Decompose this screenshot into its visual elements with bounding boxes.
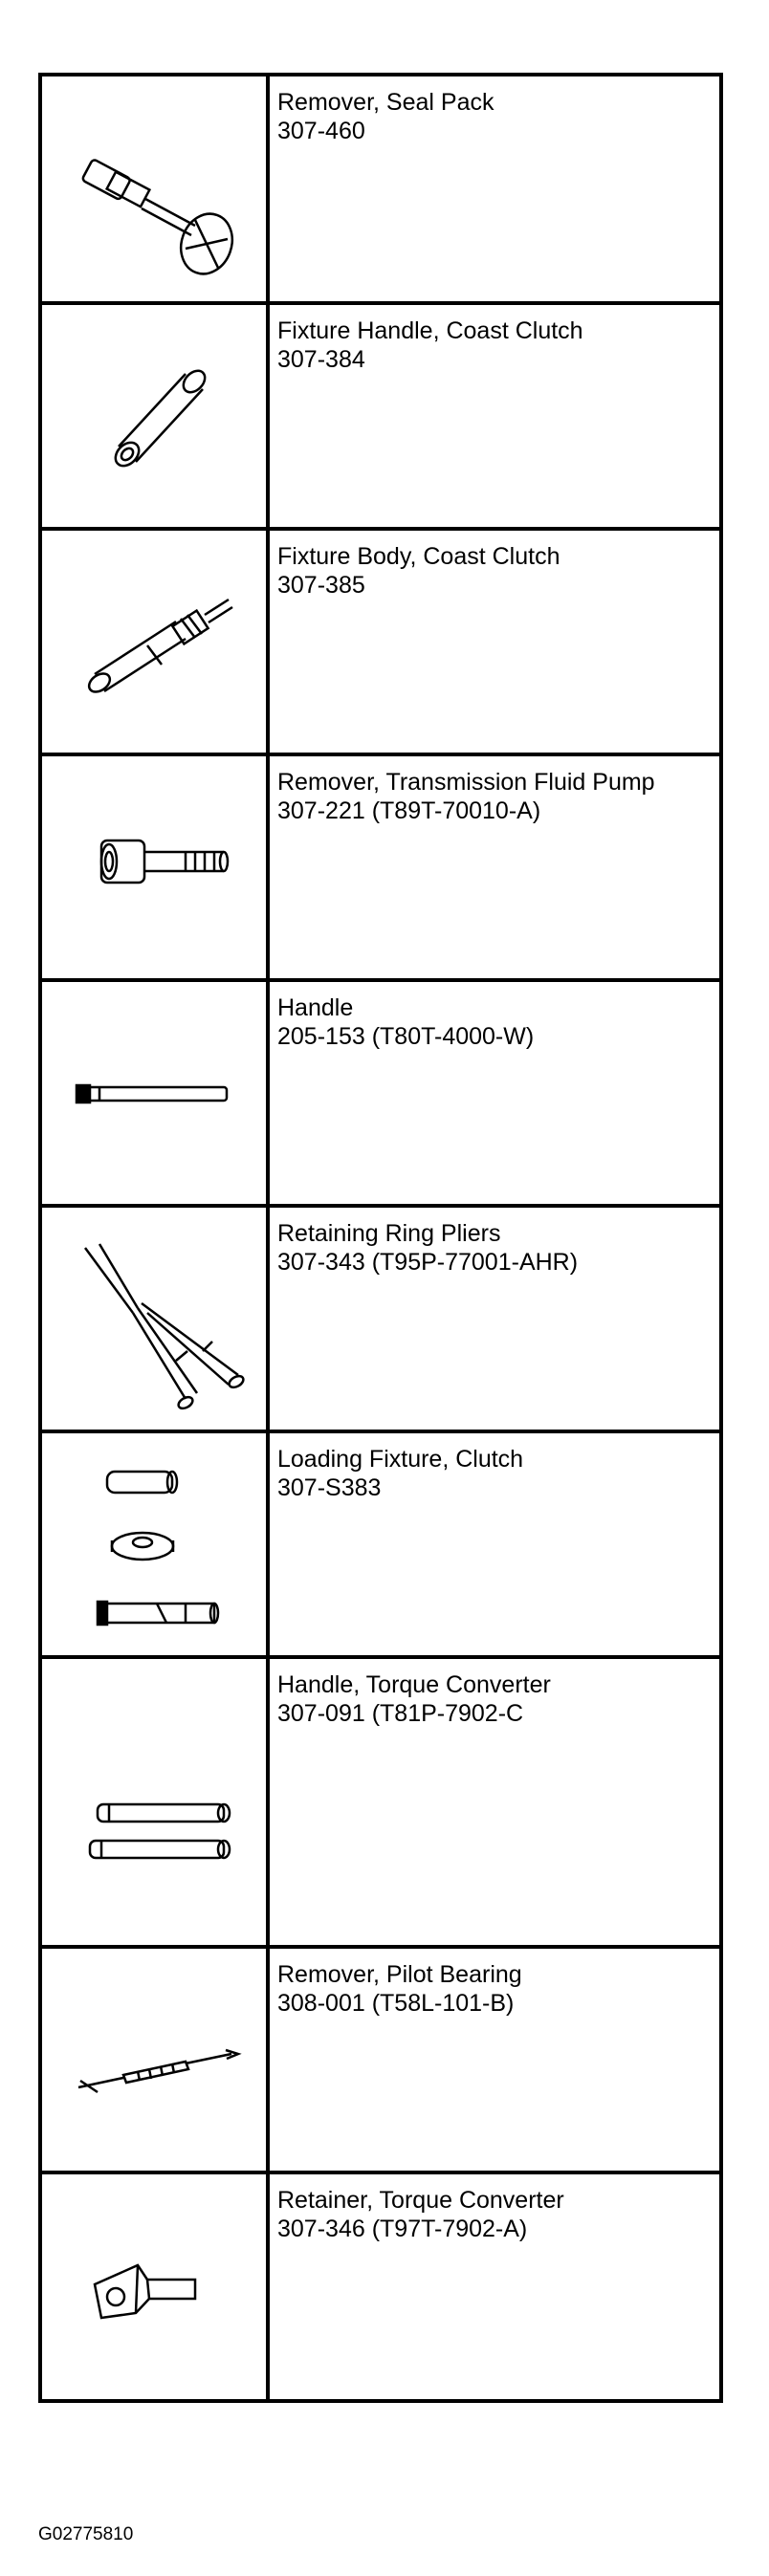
tool-number: 308-001 (T58L-101-B) — [277, 1990, 515, 2017]
table-row — [40, 2172, 721, 2401]
table-row — [40, 75, 721, 303]
table-row — [40, 1947, 721, 2172]
tool-name: Handle — [277, 994, 354, 1021]
table-row — [40, 1206, 721, 1431]
torque-converter-handle-icon — [42, 1659, 266, 1945]
tool-number: 307-091 (T81P-7902-C — [277, 1700, 524, 1727]
table-row — [40, 303, 721, 529]
tool-name: Fixture Handle, Coast Clutch — [277, 317, 583, 344]
table-row — [40, 1431, 721, 1657]
fixture-body-icon — [42, 531, 266, 753]
tool-number: 307-221 (T89T-70010-A) — [277, 797, 541, 824]
seal-pack-remover-icon — [42, 76, 266, 301]
tool-number: 307-384 — [277, 346, 365, 373]
figure-code: G02775810 — [38, 2524, 134, 2544]
special-tools-table — [38, 73, 723, 2403]
tool-number: 307-346 (T97T-7902-A) — [277, 2216, 528, 2242]
tool-number: 205-153 (T80T-4000-W) — [277, 1023, 535, 1050]
pliers-icon — [42, 1208, 266, 1430]
table-row — [40, 529, 721, 754]
table-row — [40, 1657, 721, 1947]
table-row — [40, 980, 721, 1206]
tool-name: Fixture Body, Coast Clutch — [277, 543, 560, 570]
torque-converter-retainer-icon — [42, 2174, 266, 2399]
tool-name: Handle, Torque Converter — [277, 1671, 551, 1698]
pump-remover-icon — [42, 756, 266, 978]
fixture-handle-icon — [42, 305, 266, 527]
tool-name: Remover, Seal Pack — [277, 89, 494, 116]
tool-name: Loading Fixture, Clutch — [277, 1446, 524, 1473]
handle-icon — [42, 982, 266, 1204]
table-row — [40, 754, 721, 980]
loading-fixture-icon — [42, 1433, 266, 1655]
tool-number: 307-385 — [277, 572, 365, 599]
tool-name: Remover, Transmission Fluid Pump — [277, 769, 655, 796]
pilot-bearing-remover-icon — [42, 1949, 266, 2171]
tool-name: Retainer, Torque Converter — [277, 2187, 564, 2214]
tool-name: Retaining Ring Pliers — [277, 1220, 501, 1247]
tool-number: 307-460 — [277, 118, 365, 144]
tool-number: 307-S383 — [277, 1474, 382, 1501]
tool-number: 307-343 (T95P-77001-AHR) — [277, 1249, 579, 1276]
tool-name: Remover, Pilot Bearing — [277, 1961, 522, 1988]
